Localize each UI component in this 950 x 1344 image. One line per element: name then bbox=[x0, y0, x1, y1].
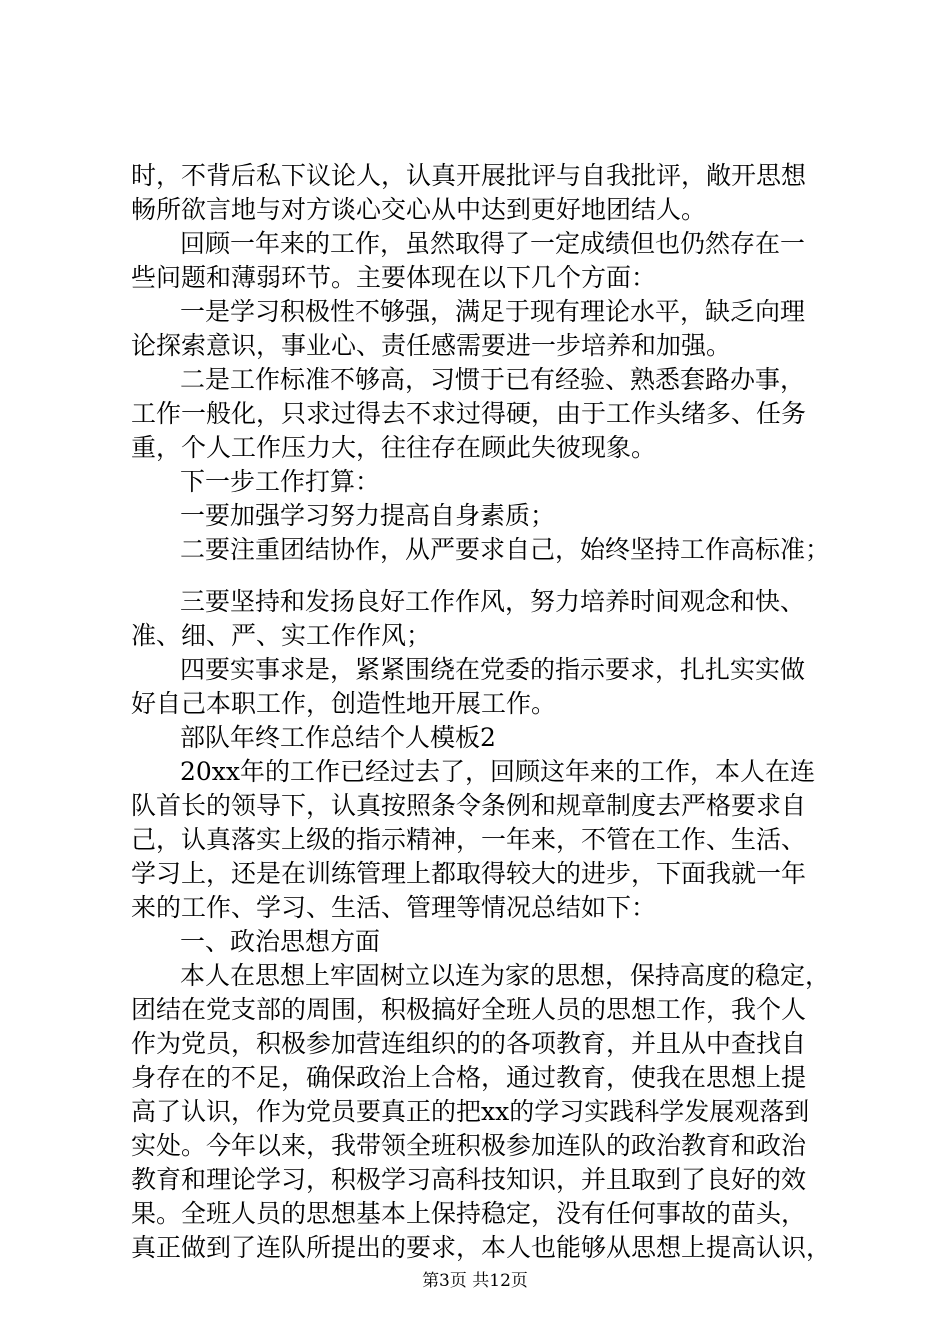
paragraph-line: 回顾一年来的工作，虽然取得了一定成绩但也仍然存在一 bbox=[180, 229, 806, 258]
paragraph-line: 己，认真落实上级的指示精神，一年来，不管在工作、生活、 bbox=[131, 825, 807, 854]
paragraph-line: 论探索意识，事业心、责任感需要进一步培养和加强。 bbox=[131, 331, 732, 360]
paragraph-line: 二是工作标准不够高，习惯于已有经验、熟悉套路办事， bbox=[180, 365, 806, 394]
paragraph-line: 畅所欲言地与对方谈心交心从中达到更好地团结人。 bbox=[131, 195, 707, 224]
paragraph-line: 准、细、严、实工作作风； bbox=[131, 621, 432, 650]
page-footer: 第3页 共12页 bbox=[422, 1271, 528, 1291]
paragraph-line: 队首长的领导下，认真按照条令条例和规章制度去严格要求自 bbox=[131, 791, 807, 820]
section-heading: 一、政治思想方面 bbox=[180, 927, 381, 956]
paragraph-line: 重，个人工作压力大，往往存在顾此失彼现象。 bbox=[131, 433, 657, 462]
paragraph-line: 时，不背后私下议论人，认真开展批评与自我批评，敞开思想 bbox=[131, 161, 807, 190]
paragraph-line: 一要加强学习努力提高自身素质； bbox=[180, 501, 556, 530]
paragraph-line: 学习上，还是在训练管理上都取得较大的进步，下面我就一年 bbox=[131, 859, 807, 888]
paragraph-line: 身存在的不足，确保政治上合格，通过教育，使我在思想上提 bbox=[131, 1063, 807, 1092]
paragraph-line: 好自己本职工作，创造性地开展工作。 bbox=[131, 689, 557, 718]
paragraph-line: 实处。今年以来，我带领全班积极参加连队的政治教育和政治 bbox=[131, 1131, 807, 1160]
paragraph-line: 作为党员，积极参加营连组织的的各项教育，并且从中查找自 bbox=[131, 1029, 807, 1058]
paragraph-line: 工作一般化，只求过得去不求过得硬，由于工作头绪多、任务 bbox=[131, 399, 807, 428]
paragraph-line: 真正做到了连队所提出的要求，本人也能够从思想上提高认识， bbox=[131, 1233, 832, 1262]
paragraph-line: 一是学习积极性不够强，满足于现有理论水平，缺乏向理 bbox=[180, 297, 806, 326]
paragraph-line: 果。全班人员的思想基本上保持稳定，没有任何事故的苗头， bbox=[131, 1199, 807, 1228]
paragraph-line: 些问题和薄弱环节。主要体现在以下几个方面： bbox=[131, 263, 657, 292]
paragraph-line: 20xx年的工作已经过去了，回顾这年来的工作，本人在连 bbox=[180, 757, 816, 786]
paragraph-line: 四要实事求是，紧紧围绕在党委的指示要求，扎扎实实做 bbox=[180, 655, 806, 684]
paragraph-line: 本人在思想上牢固树立以连为家的思想，保持高度的稳定， bbox=[180, 961, 831, 990]
paragraph-line: 团结在党支部的周围，积极搞好全班人员的思想工作，我个人 bbox=[131, 995, 807, 1024]
paragraph-line: 三要坚持和发扬良好工作作风，努力培养时间观念和快、 bbox=[180, 587, 806, 616]
section-title: 部队年终工作总结个人模板2 bbox=[180, 723, 496, 752]
paragraph-line: 下一步工作打算： bbox=[180, 467, 381, 496]
paragraph-line: 教育和理论学习，积极学习高科技知识，并且取到了良好的效 bbox=[131, 1165, 807, 1194]
paragraph-line: 二要注重团结协作，从严要求自己，始终坚持工作高标准； bbox=[180, 535, 831, 564]
paragraph-line: 来的工作、学习、生活、管理等情况总结如下： bbox=[131, 893, 657, 922]
paragraph-line: 高了认识，作为党员要真正的把xx的学习实践科学发展观落到 bbox=[131, 1097, 810, 1126]
